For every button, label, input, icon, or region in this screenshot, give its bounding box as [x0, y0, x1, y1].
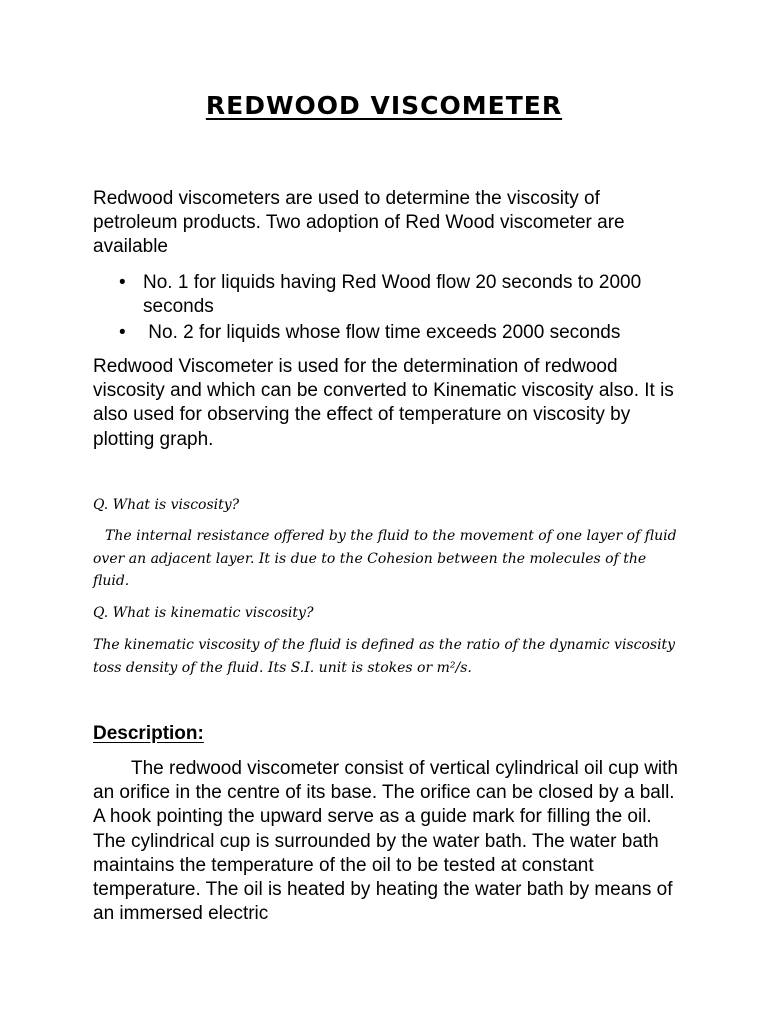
description-text: The redwood viscometer consist of vertical cylindrical oil cup with an orifice in the centre of its base. The orifice can be closed by a ball. A hook pointing the upward serve as a guide mark for filling the oil. The cylindrical cup is surrounded by the water bath. The water bath maintains the temperature of the oil to be tested at constant temperature. The oil is heated by heating the water bath by means of an immersed electric	[93, 758, 678, 925]
list-item	[93, 271, 683, 319]
list-item-text: No. 2 for liquids whose flow time exceeds 2000 seconds	[143, 322, 621, 343]
description-heading: Description:	[93, 723, 204, 744]
intro-paragraph: Redwood viscometers are used to determine the viscosity of petroleum products. Two adoption of Red Wood viscometer are available	[93, 188, 625, 258]
question-viscosity: Q. What is viscosity?	[93, 497, 240, 513]
answer-viscosity	[93, 525, 683, 593]
adoption-list	[93, 271, 683, 347]
page-title	[0, 88, 768, 124]
list-item	[93, 321, 683, 345]
list-item-text: No. 1 for liquids having Red Wood flow 20 seconds to 2000 seconds	[143, 272, 642, 317]
description-paragraph	[93, 757, 683, 926]
question-kinematic-viscosity: Q. What is kinematic viscosity?	[93, 605, 314, 621]
usage-paragraph: Redwood Viscometer is used for the determination of redwood viscosity and which can be converted to Kinematic viscosity also. It is also used for observing the effect of temperature on viscosity by plotting graph.	[93, 356, 674, 450]
answer-viscosity-text: The internal resistance offered by the fluid to the movement of one layer of fluid over an adjacent layer. It is due to the Cohesion between the molecules of the fluid.	[93, 528, 677, 589]
page-title-text: REDWOOD VISCOMETER	[205, 91, 563, 120]
answer-kinematic-viscosity: The kinematic viscosity of the fluid is defined as the ratio of the dynamic viscosity toss density of the fluid. Its S.I. unit is stokes or m²/s.	[93, 637, 676, 676]
bullet-icon: •	[119, 272, 126, 293]
bullet-icon: •	[119, 322, 126, 343]
